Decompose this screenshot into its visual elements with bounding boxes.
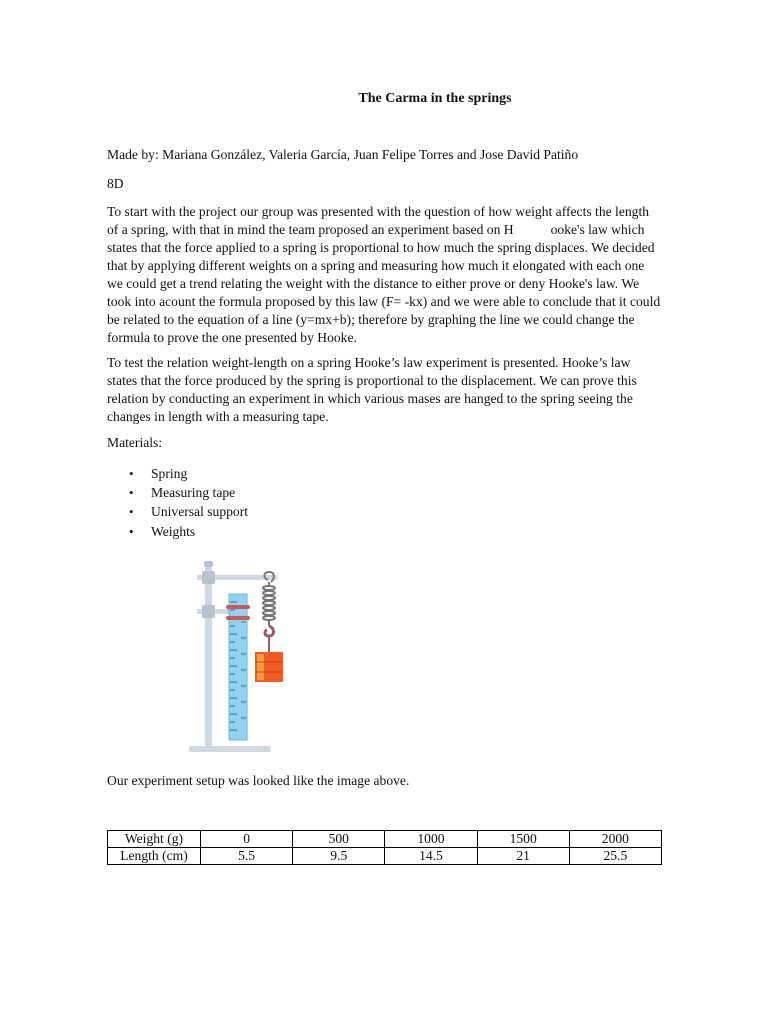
length-cell: 25.5 [569, 848, 661, 865]
materials-list [107, 464, 248, 541]
weight-cell: 0 [201, 831, 293, 848]
length-cell: 21 [477, 848, 569, 865]
document-title: The Carma in the springs [358, 91, 512, 106]
material-weights: Weights [151, 523, 196, 539]
material-measuring-tape: Measuring tape [151, 485, 236, 501]
experiment-setup-illustration [185, 558, 290, 758]
bullet-icon: • [129, 504, 134, 520]
intro-text-part2: ooke's law which states that the force applied to a spring is proportional to how much the spring displaces. We decided that by applying different weights on a spring and measuring how much it elongated with each one we could get a trend relating the weight with the distance to either prove or deny Hooke's law. We took into acount the formula proposed by this law (F= -kx) and we were able to conclude that it could be related to the equation of a line (y=mx+b); therefore by graphing the line we could change the formula to prove the one presented by Hooke. [107, 222, 661, 345]
tube-clamp-ring-top [226, 605, 250, 609]
table-row [108, 831, 662, 848]
weight-cell: 500 [293, 831, 385, 848]
intro-text-part1: To start with the project our group was presented with the question of how weight affects the length of a spring, with that in mind the team proposed an experiment based on H [107, 204, 650, 237]
list-item [107, 502, 248, 521]
tube-clamp-ring-bottom [226, 616, 250, 620]
weight-highlight [257, 654, 264, 680]
list-item [107, 483, 248, 502]
material-spring: Spring [151, 466, 188, 481]
weight-cell: 2000 [569, 831, 661, 848]
setup-caption: Our experiment setup was looked like the image above. [107, 773, 410, 788]
bullet-icon: • [129, 485, 134, 501]
materials-label: Materials: [107, 435, 163, 450]
top-clamp [202, 571, 215, 584]
lower-clamp [202, 605, 215, 618]
spring-icon [263, 582, 275, 626]
bullet-icon: • [129, 523, 134, 539]
stand-base [189, 746, 271, 752]
weight-cell: 1500 [477, 831, 569, 848]
authors-line: Made by: Mariana González, Valeria García, Juan Felipe Torres and Jose David Patiño [107, 147, 579, 162]
table-row [108, 848, 662, 865]
material-universal-support: Universal support [151, 504, 249, 520]
length-cell: 14.5 [385, 848, 477, 865]
hooke-paragraph: To test the relation weight-length on a spring Hooke’s law experiment is presented. Hooke’s law states that the force produced by the spring is proportional to the displacement. We can prove this relation by conducting an experiment in which various mases are hanged to the spring seeing the changes in length with a measuring tape. [107, 355, 637, 424]
list-item [107, 464, 248, 483]
pole-cap [204, 561, 213, 567]
length-cell: 5.5 [201, 848, 293, 865]
length-cell: 9.5 [293, 848, 385, 865]
weight-length-table [107, 830, 662, 865]
row-header-weight: Weight (g) [108, 831, 201, 848]
stand-pole [205, 564, 212, 748]
intro-paragraph [107, 203, 663, 347]
grade-label: 8D [107, 176, 124, 191]
weight-cell: 1000 [385, 831, 477, 848]
weight-hook [265, 626, 274, 636]
bullet-icon: • [129, 466, 134, 481]
row-header-length: Length (cm) [108, 848, 201, 865]
list-item [107, 522, 248, 541]
